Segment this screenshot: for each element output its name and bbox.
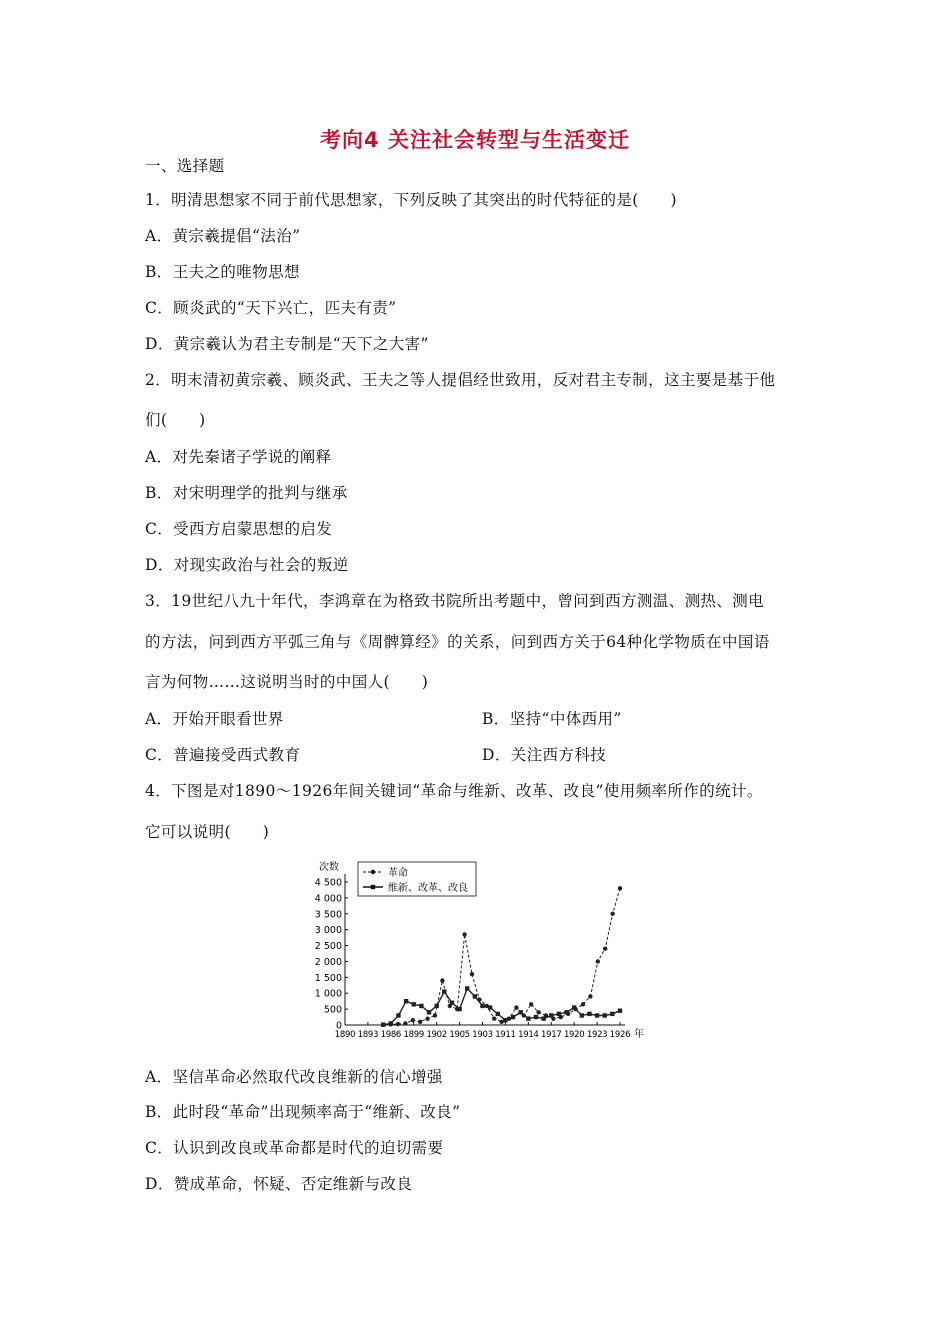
- series-weixin-point: [457, 1007, 461, 1011]
- legend-weixin-marker: [371, 885, 375, 889]
- series-weixin-point: [442, 989, 446, 993]
- q3-stem-line2: 的方法，问到西方平弧三角与《周髀算经》的关系，问到西方关于64种化学物质在中国语: [145, 633, 770, 651]
- q2-option-c: C．受西方启蒙思想的启发: [145, 520, 333, 538]
- series-weixin-point: [419, 1004, 423, 1008]
- x-tick-label: 1903: [472, 1030, 493, 1040]
- series-weixin-point: [610, 1012, 614, 1016]
- y-tick-label: 500: [323, 1004, 342, 1016]
- series-weixin-point: [541, 1016, 545, 1020]
- q4-option-b: B．此时段“革命”出现频率高于“维新、改良”: [145, 1103, 461, 1121]
- legend-weixin-label: 维新、改革、改良: [388, 883, 468, 894]
- series-weixin-point: [480, 1004, 484, 1008]
- q2-option-d: D．对现实政治与社会的叛逆: [145, 556, 349, 574]
- q2-stem-line1: 2．明末清初黄宗羲、顾炎武、王夫之等人提倡经世致用，反对君主专制，这主要是基于他: [145, 371, 776, 389]
- series-weixin-point: [488, 1005, 492, 1009]
- x-tick-label: 1905: [449, 1030, 470, 1040]
- series-weixin-point: [587, 1012, 591, 1016]
- q1-option-b: B．王夫之的唯物思想: [145, 263, 300, 281]
- section-heading: 一、选择题: [145, 157, 225, 175]
- y-tick-label: 2 000: [314, 956, 342, 968]
- series-weixin-point: [381, 1022, 385, 1026]
- series-geming-point: [610, 912, 614, 916]
- q4-stem-line2: 它可以说明( ): [145, 823, 270, 841]
- y-tick-label: 2 500: [314, 941, 342, 953]
- x-tick-label: 1890: [334, 1030, 356, 1040]
- series-weixin-point: [564, 1010, 568, 1014]
- series-geming-point: [596, 959, 600, 963]
- q3-stem-line1: 3．19世纪八九十年代，李鸿章在为格致书院所出考题中，曾问到西方测温、测热、测电: [145, 592, 765, 610]
- x-tick-label: 1920: [563, 1030, 585, 1040]
- q2-option-b: B．对宋明理学的批判与继承: [145, 484, 348, 502]
- y-tick-label: 3 000: [314, 925, 342, 937]
- q4-option-c: C．认识到改良或革命都是时代的迫切需要: [145, 1139, 444, 1157]
- x-tick-label: 1986: [380, 1030, 402, 1040]
- series-weixin-point: [534, 1015, 538, 1019]
- series-geming-point: [529, 1002, 533, 1006]
- x-tick-label: 1923: [586, 1030, 608, 1040]
- q3-option-a: A．开始开眼看世界: [145, 710, 284, 728]
- x-axis-label: 年: [634, 1029, 644, 1040]
- series-geming-point: [440, 978, 444, 982]
- q2-option-a: A．对先秦诸子学说的阐释: [145, 448, 332, 466]
- series-weixin-point: [503, 1018, 507, 1022]
- q1-stem: 1．明清思想家不同于前代思想家，下列反映了其突出的时代特征的是( ): [145, 191, 677, 209]
- q3-stem-line3: 言为何物……这说明当时的中国人( ): [145, 673, 429, 691]
- series-geming-point: [433, 1013, 437, 1017]
- page-title: 考向4 关注社会转型与生活变迁: [320, 128, 630, 152]
- q1-option-d: D．黄宗羲认为君主专制是“天下之大害”: [145, 335, 429, 353]
- q2-stem-line2: 们( ): [145, 411, 206, 429]
- x-tick-label: 1914: [518, 1030, 539, 1040]
- series-weixin-point: [518, 1010, 522, 1014]
- q3-option-b: B．坚持“中体西用”: [482, 710, 622, 728]
- q1-option-c: C．顾炎武的“天下兴亡，匹夫有责”: [145, 299, 397, 317]
- series-weixin-point: [450, 1001, 454, 1005]
- series-weixin-point: [412, 1002, 416, 1006]
- series-geming-point: [514, 1005, 518, 1009]
- series-geming-point: [418, 1020, 422, 1024]
- x-tick-label: 1917: [541, 1030, 562, 1040]
- series-weixin-point: [396, 1013, 400, 1017]
- x-tick-label: 1899: [403, 1030, 424, 1040]
- series-weixin-point: [465, 986, 469, 990]
- series-weixin-point: [389, 1021, 393, 1025]
- series-weixin-point: [404, 999, 408, 1003]
- series-weixin-point: [580, 1013, 584, 1017]
- series-weixin-point: [511, 1015, 515, 1019]
- series-weixin-point: [496, 1012, 500, 1016]
- series-geming-point: [425, 1016, 429, 1020]
- series-geming-point: [411, 1018, 415, 1022]
- q4-stem-line1: 4．下图是对1890～1926年间关键词“革命与维新、改革、改良”使用频率所作的统计。: [145, 782, 763, 800]
- series-weixin-point: [427, 1010, 431, 1014]
- series-geming-point: [470, 972, 474, 976]
- series-weixin-point: [603, 1013, 607, 1017]
- x-tick-label: 1902: [426, 1030, 447, 1040]
- series-weixin-point: [549, 1013, 553, 1017]
- y-tick-label: 0: [335, 1020, 342, 1032]
- y-tick-label: 4 500: [314, 877, 342, 889]
- series-weixin-point: [572, 1005, 576, 1009]
- x-tick-label: 1893: [357, 1030, 379, 1040]
- series-geming-point: [499, 1020, 503, 1024]
- legend-geming-label: 革命: [388, 868, 408, 879]
- series-weixin-point: [473, 994, 477, 998]
- series-weixin-point: [434, 1004, 438, 1008]
- q4-option-a: A．坚信革命必然取代改良维新的信心增强: [145, 1068, 443, 1086]
- y-tick-label: 3 500: [314, 909, 342, 921]
- series-geming-point: [492, 1016, 496, 1020]
- y-tick-label: 1 500: [314, 972, 342, 984]
- series-geming-point: [618, 886, 622, 890]
- y-tick-label: 4 000: [314, 893, 342, 905]
- series-geming-point: [462, 932, 466, 936]
- series-geming-point: [588, 994, 592, 998]
- x-tick-label: 1911: [495, 1030, 516, 1040]
- q3-option-d: D．关注西方科技: [482, 746, 607, 764]
- q1-option-a: A．黄宗羲提倡“法治”: [145, 227, 301, 245]
- series-geming-point: [581, 1002, 585, 1006]
- q3-option-c: C．普遍接受西式教育: [145, 746, 301, 764]
- x-tick-label: 1926: [609, 1030, 631, 1040]
- series-geming-point: [536, 1010, 540, 1014]
- series-weixin-point: [595, 1013, 599, 1017]
- series-geming-point: [403, 1021, 407, 1025]
- frequency-line-chart: [300, 855, 650, 1045]
- series-geming-point: [603, 947, 607, 951]
- series-weixin-line: [383, 989, 620, 1025]
- legend-geming-marker: [371, 870, 375, 874]
- y-axis-label: 次数: [319, 862, 339, 873]
- y-tick-label: 1 000: [314, 988, 342, 1000]
- series-weixin-point: [618, 1009, 622, 1013]
- series-weixin-point: [526, 1016, 530, 1020]
- series-geming-point: [396, 1022, 400, 1026]
- q4-option-d: D．赞成革命，怀疑、否定维新与改良: [145, 1175, 413, 1193]
- series-weixin-point: [557, 1012, 561, 1016]
